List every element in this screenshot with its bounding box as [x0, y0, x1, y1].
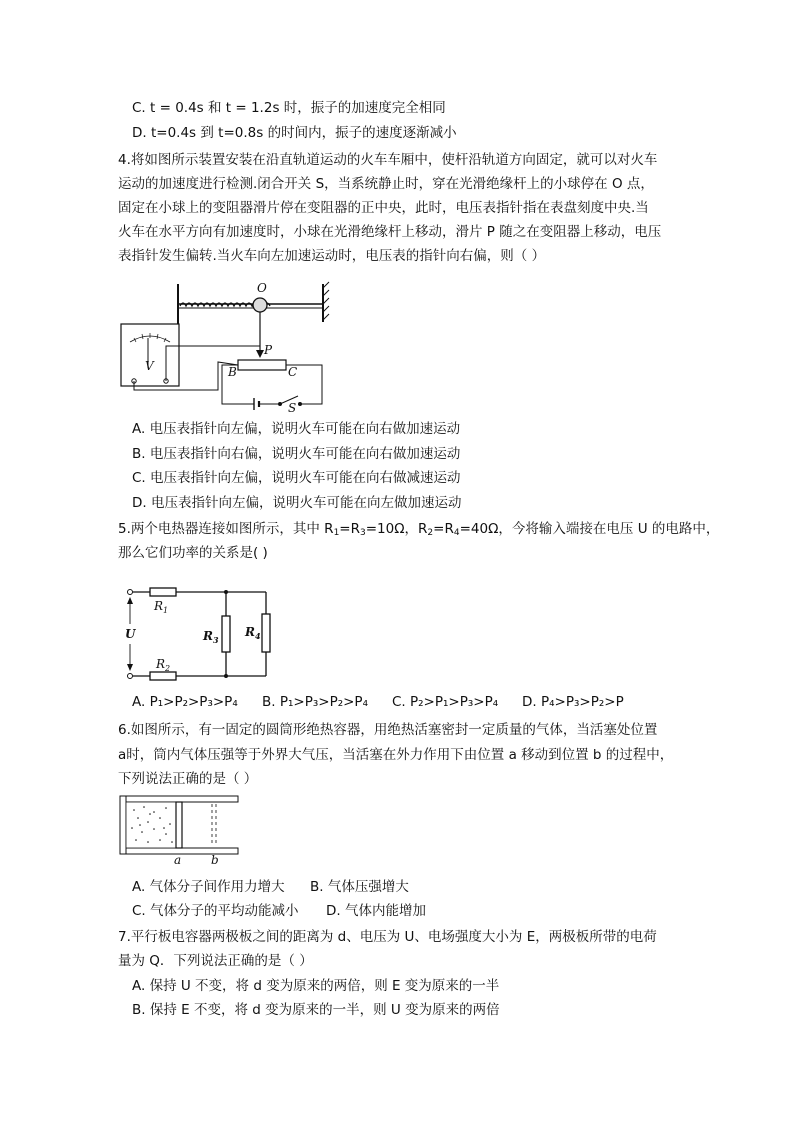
q4-stem-line: 运动的加速度进行检测.闭合开关 S，当系统静止时，穿在光滑绝缘杆上的小球停在 O 点，: [118, 176, 654, 192]
q7-stem-line: 7.平行板电容器两极板之间的距离为 d、电压为 U、电场强度大小为 E，两极板所带的电荷: [118, 929, 657, 945]
q6-stem-line: 下列说法正确的是（ ）: [118, 771, 258, 787]
q4-option-a: A. 电压表指针向左偏，说明火车可能在向右做加速运动: [132, 421, 461, 437]
q4-stem-line: 表指针发生偏转.当火车向左加速运动时，电压表的指针向右偏，则（ ）: [118, 248, 546, 264]
q4-option-d: D. 电压表指针向左偏，说明火车可能在向左做加速运动: [132, 495, 462, 511]
q6-cylinder-figure: [120, 796, 240, 868]
q7-option-a: A. 保持 U 不变，将 d 变为原来的两倍，则 E 变为原来的一半: [132, 978, 500, 994]
label-s: S: [288, 401, 297, 415]
label-r4: $R_4$: [245, 625, 261, 641]
label-r1: $R_1$: [154, 599, 169, 615]
q6-stem-line: a时，筒内气体压强等于外界大气压，当活塞在外力作用下由位置 a 移动到位置 b 的过程中，: [118, 747, 674, 763]
q7-stem-line: 量为 Q．下列说法正确的是（ ）: [118, 953, 313, 969]
q5-option-a: A. P₁>P₂>P₃>P₄: [132, 694, 238, 710]
label-r2: $R_2$: [156, 657, 171, 673]
label-b: b: [211, 853, 219, 867]
q4-option-b: B. 电压表指针向右偏，说明火车可能在向右做加速运动: [132, 446, 461, 462]
q6-option-d: D. 气体内能增加: [326, 903, 426, 919]
q5-option-d: D. P₄>P₃>P₂>P: [522, 694, 624, 710]
q4-stem-line: 火车在水平方向有加速度时，小球在光滑绝缘杆上移动，滑片 P 随之在变阻器上移动，电压: [118, 224, 662, 240]
q6-option-b: B. 气体压强增大: [310, 879, 409, 895]
label-o: O: [257, 281, 267, 295]
q5-option-c: C. P₂>P₁>P₃>P₄: [392, 694, 499, 710]
q4-option-c: C. 电压表指针向左偏，说明火车可能在向右做减速运动: [132, 470, 461, 486]
q6-option-c: C. 气体分子的平均动能减小: [132, 903, 299, 919]
q6-stem-line: 6.如图所示，有一固定的圆筒形绝热容器，用绝热活塞密封一定质量的气体，当活塞处位置: [118, 722, 658, 738]
q6-option-a: A. 气体分子间作用力增大: [132, 879, 285, 895]
q4-stem-line: 固定在小球上的变阻器滑片停在变阻器的正中央，此时，电压表指针指在表盘刻度中央.当: [118, 200, 649, 216]
q3-option-d: D. t=0.4s 到 t=0.8s 的时间内，振子的速度逐渐减小: [132, 125, 457, 141]
label-v: V: [145, 359, 154, 373]
q4-accelerometer-figure: [118, 278, 338, 415]
label-a: a: [174, 853, 182, 867]
q7-option-b: B. 保持 E 不变，将 d 变为原来的一半，则 U 变为原来的两倍: [132, 1002, 500, 1018]
label-c: C: [288, 365, 298, 379]
q3-option-c: C. t = 0.4s 和 t = 1.2s 时，振子的加速度完全相同: [132, 100, 446, 116]
label-b: B: [228, 365, 237, 379]
q5-stem-line: 那么它们功率的关系是( ): [118, 545, 268, 561]
q5-circuit-figure: [118, 584, 278, 684]
label-u: U: [125, 627, 136, 641]
q5-option-b: B. P₁>P₃>P₂>P₄: [262, 694, 368, 710]
q5-stem-line: 5.两个电热器连接如图所示，其中 $R_1=R_3=10\Omega$，$R_2=R_4=40\Omega$，今将输入端接在电压 U 的电路中，: [118, 521, 720, 538]
label-p: P: [264, 343, 273, 357]
label-r3: $R_3$: [203, 629, 219, 645]
q4-stem-line: 4.将如图所示装置安装在沿直轨道运动的火车车厢中，使杆沿轨道方向固定，就可以对火车: [118, 152, 658, 168]
